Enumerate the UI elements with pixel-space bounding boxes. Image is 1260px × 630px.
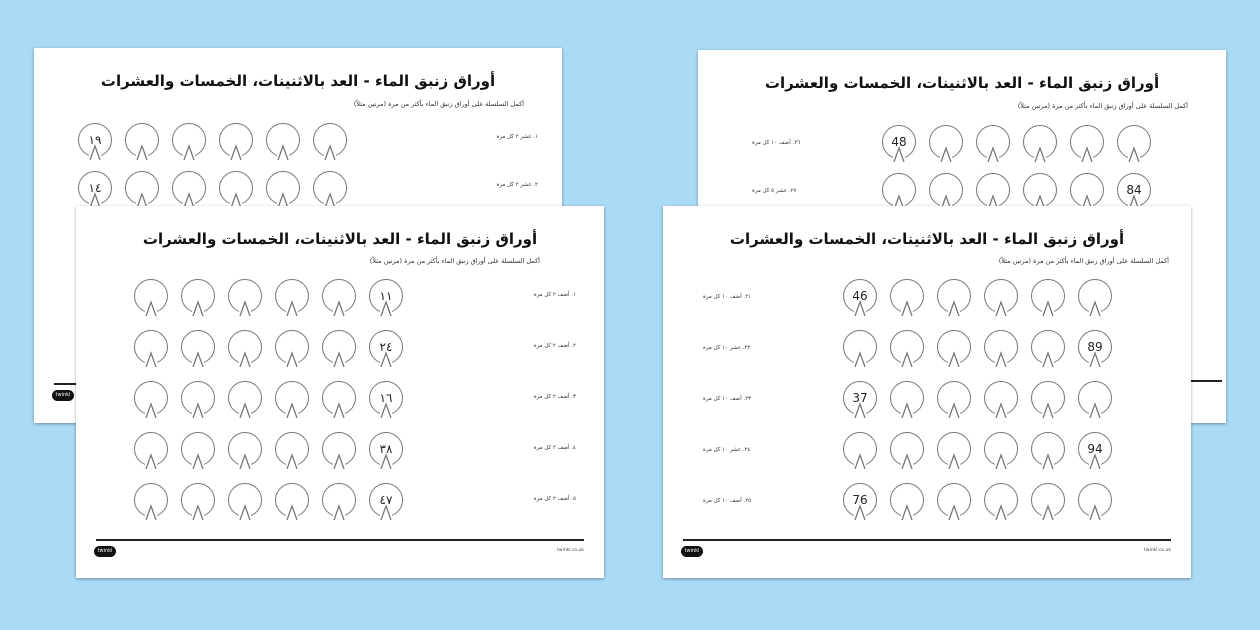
- lily-pad: [219, 171, 253, 205]
- lily-pad: [843, 330, 877, 364]
- lily-pad: [882, 173, 916, 207]
- start-number: 76: [852, 493, 868, 507]
- lily-pad-notch: [1089, 504, 1101, 518]
- lily-pad: [181, 279, 215, 313]
- lily-pad: [219, 123, 253, 157]
- lily-pad-notch: [1081, 146, 1093, 160]
- lily-pad-notch: [333, 300, 345, 314]
- lily-pad: [266, 171, 300, 205]
- lily-pad-notch: [987, 146, 999, 160]
- lily-pad: [313, 123, 347, 157]
- lily-pad: [275, 432, 309, 466]
- lily-pad-notch: [333, 402, 345, 416]
- lily-pad-notch: [239, 402, 251, 416]
- worksheet-instruction: أكمل السلسلة على أوراق زنبق الماء بأكثر من مرة (مرتين مثلاً): [369, 257, 540, 265]
- worksheet-title: أوراق زنبق الماء - العد بالاثنينات، الخمسات والعشرات: [764, 74, 1160, 92]
- brand-logo: twinkl: [681, 546, 703, 557]
- lily-pad-notch: [1089, 300, 1101, 314]
- lily-pad-notch: [1128, 146, 1140, 160]
- exercise-label: ٢٧. عشر ٥ كل مرة: [752, 188, 797, 194]
- lily-pad-notch: [995, 504, 1007, 518]
- lily-pad: [1023, 173, 1057, 207]
- lily-pad: [275, 381, 309, 415]
- lily-pad: [843, 381, 877, 415]
- lily-pad: [275, 330, 309, 364]
- lily-pad-notch: [192, 453, 204, 467]
- lily-pad: [313, 171, 347, 205]
- lily-pad-notch: [1042, 402, 1054, 416]
- lily-pad: [1031, 330, 1065, 364]
- lily-pad-notch: [136, 144, 148, 158]
- lily-pad: [1078, 381, 1112, 415]
- lily-pad: [322, 381, 356, 415]
- worksheet-title: أوراق زنبق الماء - العد بالاثنينات، الخمسات والعشرات: [142, 230, 538, 248]
- lily-pad: [78, 123, 112, 157]
- lily-pad: [843, 432, 877, 466]
- lily-pad: [984, 279, 1018, 313]
- lily-pad: [1078, 432, 1112, 466]
- lily-pad: [1031, 279, 1065, 313]
- lily-pad-notch: [230, 144, 242, 158]
- exercise-label: ٤. أضف ٢ كل مرة: [533, 445, 576, 451]
- exercise-row: [134, 429, 594, 469]
- lily-pad: [1031, 483, 1065, 517]
- lily-pad: [134, 432, 168, 466]
- lily-pad-notch: [192, 504, 204, 518]
- worksheet-instruction: أكمل السلسلة على أوراق زنبق الماء بأكثر من مرة (مرتين مثلاً): [1017, 102, 1188, 110]
- lily-pad-notch: [995, 453, 1007, 467]
- exercise-row: [134, 276, 594, 316]
- brand-logo: twinkl: [94, 546, 116, 557]
- lily-pad-notch: [239, 504, 251, 518]
- lily-pad-notch: [333, 351, 345, 365]
- lily-pad: [843, 279, 877, 313]
- lily-pad: [228, 432, 262, 466]
- lily-pad-notch: [1042, 300, 1054, 314]
- lily-pad: [228, 381, 262, 415]
- exercise-row: [78, 168, 548, 208]
- lily-pad: [1078, 279, 1112, 313]
- footer-page-url: twinkl.co.uk: [557, 548, 584, 553]
- lily-pad-notch: [145, 504, 157, 518]
- lily-pad: [134, 330, 168, 364]
- exercise-row: [134, 480, 594, 520]
- lily-pad-notch: [145, 300, 157, 314]
- worksheet-title: أوراق زنبق الماء - العد بالاثنينات، الخمسات والعشرات: [100, 72, 496, 90]
- lily-pad: [322, 432, 356, 466]
- lily-pad: [322, 330, 356, 364]
- exercise-row: [134, 327, 594, 367]
- lily-pad: [1117, 125, 1151, 159]
- lily-pad-notch: [901, 402, 913, 416]
- lily-pad-notch: [948, 402, 960, 416]
- lily-pad: [1031, 432, 1065, 466]
- lily-pad-notch: [145, 351, 157, 365]
- lily-pad-notch: [854, 351, 866, 365]
- lily-pad: [78, 171, 112, 205]
- lily-pad: [172, 171, 206, 205]
- exercise-row: [748, 170, 1218, 210]
- worksheet-front-right: [663, 206, 1191, 578]
- footer-line: [96, 539, 584, 541]
- exercise-label: ٣. أضف ٢ كل مرة: [533, 394, 576, 400]
- lily-pad: [134, 381, 168, 415]
- start-number: 37: [852, 391, 868, 405]
- start-number: 94: [1087, 442, 1103, 456]
- lily-pad: [937, 279, 971, 313]
- start-number: 46: [852, 289, 868, 303]
- lily-pad: [228, 330, 262, 364]
- lily-pad-notch: [192, 402, 204, 416]
- lily-pad-notch: [145, 402, 157, 416]
- lily-pad-notch: [239, 351, 251, 365]
- lily-pad-notch: [995, 402, 1007, 416]
- lily-pad-notch: [901, 504, 913, 518]
- worksheet-title: أوراق زنبق الماء - العد بالاثنينات، الخمسات والعشرات: [729, 230, 1125, 248]
- lily-pad: [181, 483, 215, 517]
- lily-pad-notch: [324, 192, 336, 206]
- lily-pad-notch: [948, 351, 960, 365]
- lily-pad: [181, 381, 215, 415]
- lily-pad: [1117, 173, 1151, 207]
- lily-pad: [929, 125, 963, 159]
- lily-pad-notch: [1042, 453, 1054, 467]
- lily-pad: [937, 432, 971, 466]
- lily-pad-notch: [145, 453, 157, 467]
- lily-pad-notch: [286, 300, 298, 314]
- lily-pad: [1070, 173, 1104, 207]
- lily-pad-notch: [183, 144, 195, 158]
- exercise-row: [78, 120, 548, 160]
- start-number: ٣٨: [379, 442, 393, 456]
- lily-pad-notch: [286, 402, 298, 416]
- lily-pad-notch: [192, 300, 204, 314]
- lily-pad: [937, 483, 971, 517]
- start-number: ١٦: [379, 391, 393, 405]
- exercise-row: [703, 378, 1173, 418]
- start-number: 84: [1126, 183, 1142, 197]
- lily-pad: [976, 125, 1010, 159]
- start-number: ١٩: [88, 133, 102, 147]
- lily-pad: [322, 483, 356, 517]
- lily-pad-notch: [324, 144, 336, 158]
- footer-page-url: twinkl.co.uk: [1144, 548, 1171, 553]
- lily-pad: [134, 483, 168, 517]
- lily-pad: [369, 381, 403, 415]
- exercise-label: ٢٢. عشر ١٠ كل مرة: [703, 345, 751, 351]
- lily-pad-notch: [230, 192, 242, 206]
- lily-pad: [134, 279, 168, 313]
- exercise-label: ٢١. أضف ١٠ كل مرة: [703, 294, 752, 300]
- start-number: ١١: [379, 289, 393, 303]
- lily-pad: [322, 279, 356, 313]
- exercise-label: ٢. أضف ٢ كل مرة: [533, 343, 576, 349]
- exercise-label: ٢٣. أضف ١٠ كل مرة: [703, 396, 752, 402]
- exercise-row: [703, 327, 1173, 367]
- lily-pad: [882, 125, 916, 159]
- lily-pad-notch: [183, 192, 195, 206]
- lily-pad-notch: [239, 453, 251, 467]
- exercise-label: ٥. أضف ٢ كل مرة: [533, 496, 576, 502]
- lily-pad-notch: [948, 504, 960, 518]
- lily-pad: [125, 123, 159, 157]
- worksheet-instruction: أكمل السلسلة على أوراق زنبق الماء بأكثر من مرة (مرتين مثلاً): [998, 257, 1169, 265]
- exercise-row: [703, 429, 1173, 469]
- lily-pad: [843, 483, 877, 517]
- lily-pad: [890, 381, 924, 415]
- exercise-row: [748, 122, 1218, 162]
- lily-pad: [369, 483, 403, 517]
- lily-pad: [125, 171, 159, 205]
- lily-pad-notch: [239, 300, 251, 314]
- lily-pad: [929, 173, 963, 207]
- lily-pad: [984, 381, 1018, 415]
- lily-pad-notch: [192, 351, 204, 365]
- lily-pad: [172, 123, 206, 157]
- start-number: 48: [891, 135, 907, 149]
- lily-pad-notch: [136, 192, 148, 206]
- exercise-label: ١. أضف ٢ كل مرة: [533, 292, 576, 298]
- lily-pad: [1031, 381, 1065, 415]
- lily-pad-notch: [1042, 351, 1054, 365]
- lily-pad: [937, 381, 971, 415]
- worksheet-instruction: أكمل السلسلة على أوراق زنبق الماء بأكثر من مرة (مرتين مثلاً): [353, 100, 524, 108]
- lily-pad: [890, 432, 924, 466]
- lily-pad-notch: [940, 146, 952, 160]
- lily-pad: [275, 483, 309, 517]
- exercise-label: ٢٤. عشر ١٠ كل مرة: [703, 447, 751, 453]
- brand-logo: twinkl: [52, 390, 74, 401]
- lily-pad-notch: [333, 453, 345, 467]
- lily-pad-notch: [333, 504, 345, 518]
- lily-pad: [937, 330, 971, 364]
- start-number: ٤٧: [379, 493, 393, 507]
- lily-pad: [984, 432, 1018, 466]
- lily-pad: [1078, 330, 1112, 364]
- exercise-row: [134, 378, 594, 418]
- exercise-label: ٢٥. أضف ١٠ كل مرة: [703, 498, 752, 504]
- lily-pad: [890, 279, 924, 313]
- exercise-label: ٢. عشر ٢ كل مرة: [496, 182, 538, 188]
- start-number: 89: [1087, 340, 1103, 354]
- lily-pad-notch: [995, 300, 1007, 314]
- lily-pad: [890, 483, 924, 517]
- lily-pad: [1023, 125, 1057, 159]
- lily-pad: [984, 330, 1018, 364]
- lily-pad-notch: [1042, 504, 1054, 518]
- lily-pad: [369, 432, 403, 466]
- lily-pad: [976, 173, 1010, 207]
- lily-pad-notch: [854, 453, 866, 467]
- lily-pad-notch: [948, 300, 960, 314]
- lily-pad-notch: [286, 453, 298, 467]
- lily-pad: [228, 483, 262, 517]
- lily-pad-notch: [277, 192, 289, 206]
- lily-pad-notch: [1034, 146, 1046, 160]
- lily-pad: [1078, 483, 1112, 517]
- lily-pad-notch: [1089, 402, 1101, 416]
- lily-pad: [890, 330, 924, 364]
- lily-pad-notch: [995, 351, 1007, 365]
- exercise-row: [703, 480, 1173, 520]
- start-number: ١٤: [88, 181, 102, 195]
- lily-pad: [181, 432, 215, 466]
- worksheet-front-left: [76, 206, 604, 578]
- lily-pad: [266, 123, 300, 157]
- lily-pad: [181, 330, 215, 364]
- lily-pad: [984, 483, 1018, 517]
- start-number: ٢٤: [379, 340, 393, 354]
- exercise-label: ١. عشر ٢ كل مرة: [496, 134, 538, 140]
- lily-pad: [369, 330, 403, 364]
- lily-pad: [228, 279, 262, 313]
- lily-pad-notch: [286, 351, 298, 365]
- exercise-label: ٢٦. أضف ١٠ كل مرة: [752, 140, 801, 146]
- lily-pad-notch: [277, 144, 289, 158]
- lily-pad-notch: [901, 351, 913, 365]
- lily-pad-notch: [901, 300, 913, 314]
- footer-line: [683, 539, 1171, 541]
- lily-pad: [275, 279, 309, 313]
- lily-pad: [369, 279, 403, 313]
- lily-pad-notch: [948, 453, 960, 467]
- exercise-row: [703, 276, 1173, 316]
- lily-pad-notch: [901, 453, 913, 467]
- lily-pad-notch: [286, 504, 298, 518]
- lily-pad: [1070, 125, 1104, 159]
- footer-line: [1188, 380, 1222, 382]
